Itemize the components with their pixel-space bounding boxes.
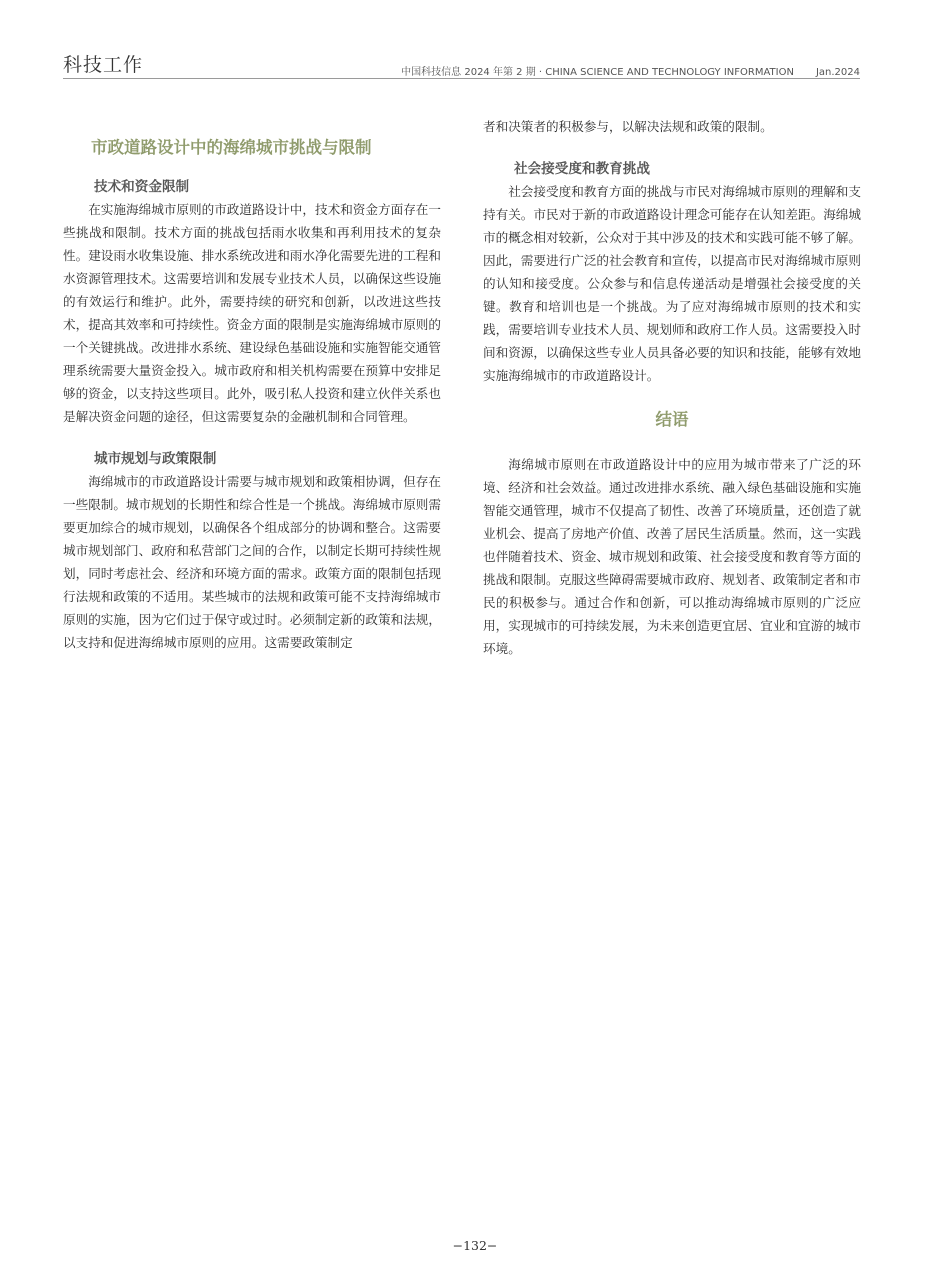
page-number: −132−	[452, 1238, 498, 1253]
left-column	[63, 112, 441, 654]
paragraph-conclusion: 海绵城市原则在市政道路设计中的应用为城市带来了广泛的环境、经济和社会效益。通过改进排水系统、融入绿色基础设施和实施智能交通管理，城市不仅提高了韧性、改善了环境质量，还创造了就业机会、提高了房地产价值、改善了居民生活质量。然而，这一实践也伴随着技术、资金、城市规划和政策、社会接受度和教育等方面的挑战和限制。克服这些障碍需要城市政府、规划者、政策制定者和市民的积极参与。通过合作和创新，可以推动海绵城市原则的广泛应用，实现城市的可持续发展，为未来创造更宜居、宜业和宜游的城市环境。	[483, 457, 861, 656]
header-divider	[63, 78, 860, 79]
journal-info	[401, 63, 860, 78]
subsection-title-planning-policy: 城市规划与政策限制	[94, 451, 217, 467]
section-label: 科技工作	[63, 54, 144, 76]
section-title-conclusion: 结语	[655, 410, 689, 429]
paragraph-planning-policy: 海绵城市的市政道路设计需要与城市规划和政策相协调，但存在一些限制。城市规划的长期性和综合性是一个挑战。海绵城市原则需要更加综合的城市规划，以确保各个组成部分的协调和整合。这需要城市规划部门、政府和私营部门之间的合作，以制定长期可持续性规划，同时考虑社会、经济和环境方面的需求。政策方面的限制包括现行法规和政策的不适用。某些城市的法规和政策可能不支持海绵城市原则的实施，因为它们过于保守或过时。必须制定新的政策和法规，以支持和促进海绵城市原则的应用。这需要政策制定	[63, 474, 441, 650]
subsection-title-tech-funding: 技术和资金限制	[94, 179, 190, 195]
subsection-title-social-education: 社会接受度和教育挑战	[514, 161, 650, 177]
journal-name: 中国科技信息 2024 年第 2 期 · CHINA SCIENCE AND TECHNOLOGY INFORMATION	[401, 67, 794, 78]
section-title-challenges: 市政道路设计中的海绵城市挑战与限制	[91, 138, 372, 157]
paragraph-social-education: 社会接受度和教育方面的挑战与市民对海绵城市原则的理解和支持有关。市民对于新的市政道路设计理念可能存在认知差距。海绵城市的概念相对较新，公众对于其中涉及的技术和实践可能不够了解。因此，需要进行广泛的社会教育和宣传，以提高市民对海绵城市原则的认知和接受度。公众参与和信息传递活动是增强社会接受度的关键。教育和培训也是一个挑战。为了应对海绵城市原则的技术和实践，需要培训专业技术人员、规划师和政府工作人员。这需要投入时间和资源，以确保这些专业人员具备必要的知识和技能，能够有效地实施海绵城市的市政道路设计。	[483, 184, 861, 383]
right-column	[483, 115, 861, 660]
paragraph-continuation: 者和决策者的积极参与，以解决法规和政策的限制。	[483, 119, 773, 134]
issue-date: Jan.2024	[815, 67, 860, 78]
paragraph-tech-funding: 在实施海绵城市原则的市政道路设计中，技术和资金方面存在一些挑战和限制。技术方面的挑战包括雨水收集和再利用技术的复杂性。建设雨水收集设施、排水系统改进和雨水净化需要先进的工程和水资源管理技术。这需要培训和发展专业技术人员，以确保这些设施的有效运行和维护。此外，需要持续的研究和创新，以改进这些技术，提高其效率和可持续性。资金方面的限制是实施海绵城市原则的一个关键挑战。改进排水系统、建设绿色基础设施和实施智能交通管理系统需要大量资金投入。城市政府和相关机构需要在预算中安排足够的资金，以支持这些项目。此外，吸引私人投资和建立伙伴关系也是解决资金问题的途径，但这需要复杂的金融机制和合同管理。	[63, 202, 441, 424]
